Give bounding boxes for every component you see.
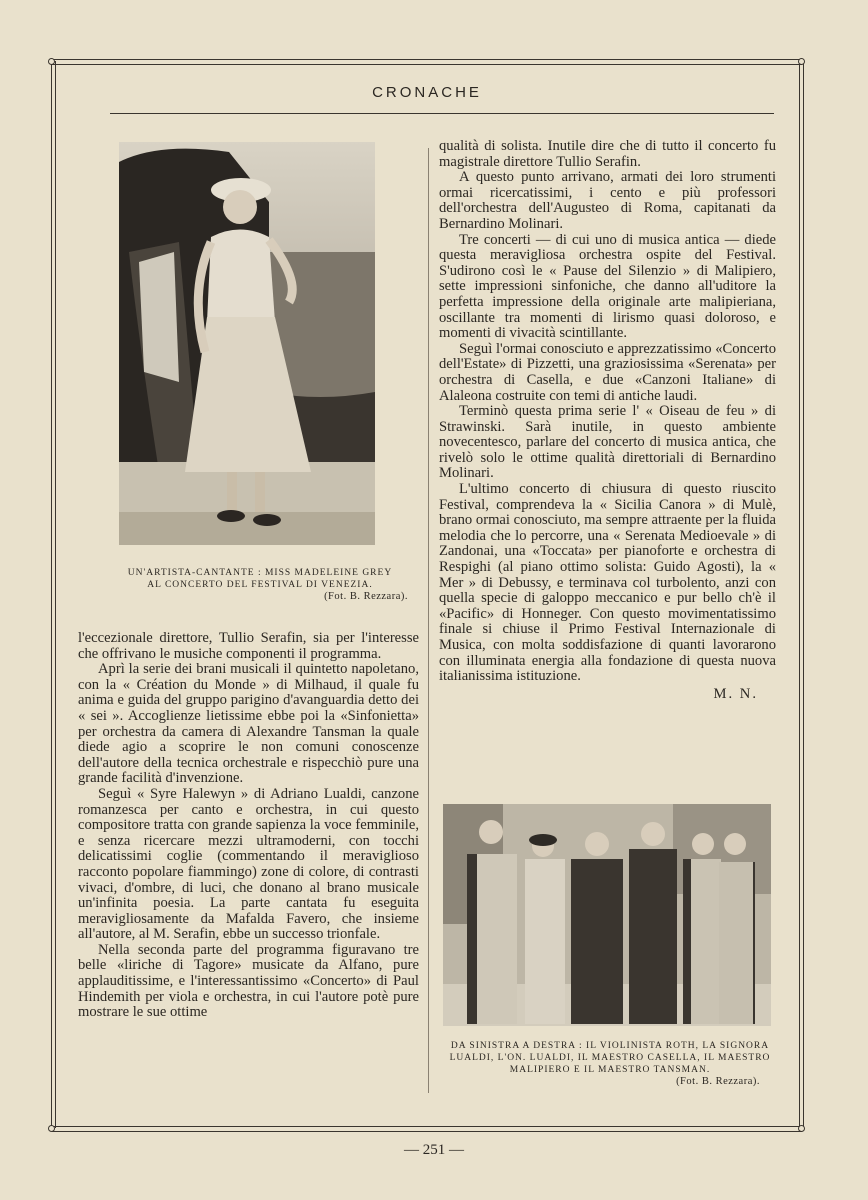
page-border-top: [52, 59, 802, 65]
photo-group-caption: [440, 1040, 780, 1088]
paragraph: Aprì la serie dei brani musicali il quintetto napoletano, con la « Création du Monde » di Milhaud, il quale fu anima e guida del gruppo parigino d'avanguardia detto dei « sei ». Accoglienze lietissime ebbe poi la «Sinfonietta» per orchestra da camera di Alexandre Tansman la quale diede agio a scoprire le non comuni conoscenze dell'autore della tecnica orchestrale e rispecchiò pure una grande facilità d'invenzione.: [78, 661, 419, 787]
page-number: — 251 —: [404, 1142, 464, 1158]
caption-line: DA SINISTRA A DESTRA : IL VIOLINISTA ROTH, LA SIGNORA: [450, 1041, 770, 1051]
caption-line: LUALDI, L'ON. LUALDI, IL MAESTRO CASELLA, IL MAESTRO: [449, 1053, 771, 1063]
paragraph: l'eccezionale direttore, Tullio Serafin, sia per l'interesse che offrivano le musiche componenti il programma.: [78, 630, 419, 662]
photo-credit: (Fot. B. Rezzara).: [676, 1076, 760, 1087]
paragraph: Nella seconda parte del programma figuravano tre belle «liriche di Tagore» musicate da Alfano, pure applauditissime, e l'interessantissimo «Concerto» di Paul Hindemith per viola e orchestra, in cui l'autore potè pure mostrare le sue ottime: [78, 941, 419, 1021]
header-rule: [110, 113, 774, 114]
author-signature: M. N.: [713, 685, 758, 702]
right-column-text: [439, 139, 776, 702]
page-border-left: [51, 61, 56, 1128]
caption-line: MALIPIERO E IL MAESTRO TANSMAN.: [509, 1065, 711, 1075]
paragraph: Tre concerti — di cui uno di musica antica — diede questa meravigliosa orchestra ospite del Festival. S'udirono così le « Pause del Silenzio » di Malipiero, sette impressioni sinfoniche, che danno all'uditore la perfetta impressione della originale arte malipieriana, oscillante tra momenti di lirismo quasi doloroso, e momenti di vivacità scintillante.: [439, 231, 776, 342]
left-column-text: [78, 631, 419, 1021]
page-border-right: [799, 61, 804, 1128]
paragraph: Seguì « Syre Halewyn » di Adriano Lualdi, canzone romanzesca per canto e orchestra, in cui questo compositore tratta con grande sapienza la voce femminile, e senza ricercare mezzi ultramoderni, con tocchi delicatissimi coglie (commentando il meraviglioso racconto popolare fiammingo) zone di colore, di contrasti vivaci, d'ombre, di luci, che donano al brano musicale un'infinita poesia. La parte cantata fu eseguita meravigliosamente da Mafalda Favero, che insieme all'autore, al M. Serafin, ebbe un successo trionfale.: [78, 785, 419, 943]
photo-group: [443, 804, 771, 1026]
page-border-bottom: [52, 1126, 802, 1132]
border-ornament: [48, 1125, 55, 1132]
paragraph: L'ultimo concerto di chiusura di questo riuscito Festival, comprendeva la « Sicilia Canora » di Mulè, brano ormai conosciuto, ma sempre attraente per la fluida melodia che lo percorre, una « Serenata Medioevale » di Zandonai, una «Toccata» per pianoforte e orchestra di Respighi (al piano ottimo solista: Guido Agosti), la « Mer » di Debussy, e terminava col turbolento, anzi con quella specie di galoppo meccanico e pur bello ch'è il «Pacific» di Honneger. Con questo movimentatissimo finale si chiuse il Primo Festival Internazionale di Musica, con molta soddisfazione di quanti lavorarono con illuminata energia alla fondazione di questa nuova italianissima istituzione.: [439, 481, 776, 685]
paragraph: Terminò questa prima serie l' « Oiseau de feu » di Strawinski. Sarà inutile, in questo ambiente novecentesco, parlare del concerto di musica antica, che rivelò solo le ottime qualità direttoriali di Bernardino Molinari.: [439, 403, 776, 482]
border-ornament: [798, 58, 805, 65]
paragraph: Seguì l'ormai conosciuto e apprezzatissimo «Concerto dell'Estate» di Pizzetti, una graziosissima «Serenata» per orchestra di Casella, e due «Canzoni Italiane» di Alaleona costruite con temi di antiche laudi.: [439, 340, 776, 404]
border-ornament: [798, 1125, 805, 1132]
photo-singer-image: [119, 142, 375, 545]
paragraph: qualità di solista. Inutile dire che di tutto il concerto fu magistrale direttore Tullio Serafin.: [439, 138, 776, 170]
paragraph: A questo punto arrivano, armati dei loro strumenti ormai ricercatissimi, i cento e più professori dell'orchestra dell'Augusteo di Roma, capitanati da Bernardino Molinari.: [439, 169, 776, 232]
photo-singer: [119, 142, 375, 545]
photo-singer-caption: [110, 567, 410, 603]
section-title: CRONACHE: [372, 84, 482, 101]
caption-line: UN'ARTISTA-CANTANTE : MISS MADELEINE GREY: [127, 568, 393, 578]
photo-group-image: [443, 804, 771, 1026]
column-divider: [428, 148, 429, 1093]
border-ornament: [48, 58, 55, 65]
caption-line: AL CONCERTO DEL FESTIVAL DI VENEZIA.: [147, 580, 373, 590]
photo-credit: (Fot. B. Rezzara).: [324, 591, 408, 602]
